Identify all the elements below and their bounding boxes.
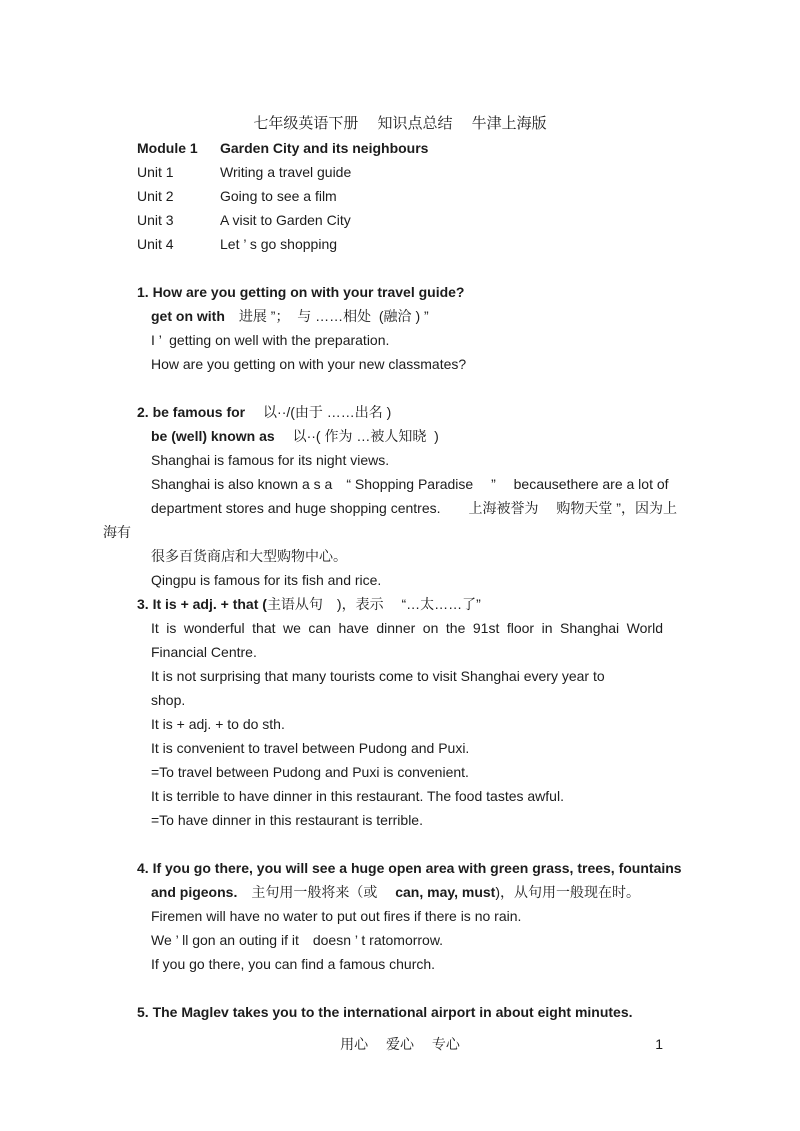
text-segment: Going to see a film <box>220 188 337 204</box>
text-segment: Module 1 <box>137 140 198 156</box>
text-segment: 七年级英语下册 知识点总结 牛津上海版 <box>253 115 547 132</box>
text-line <box>137 424 663 448</box>
text-segment: =To have dinner in this restaurant is terrible. <box>151 812 423 828</box>
text-segment: shop. <box>151 692 186 708</box>
text-segment: get on with <box>151 308 225 324</box>
text-segment: 海有 <box>103 524 131 540</box>
text-segment: It is not surprising that many tourists come to visit Shanghai every year to <box>151 668 605 684</box>
text-segment: If you go there, you can find a famous church. <box>151 956 436 972</box>
text-segment: It is wonderful that we can have dinner on the 91st floor in Shanghai World <box>151 620 663 636</box>
text-segment: )，从句用一般现在时。 <box>495 884 641 900</box>
section-heading <box>137 400 663 424</box>
section-heading <box>137 856 682 880</box>
page-footer <box>137 1032 663 1056</box>
toc-row <box>137 232 663 256</box>
toc-row <box>137 160 663 184</box>
text-line <box>137 544 663 568</box>
text-segment: How are you getting on with your new classmates? <box>151 356 467 372</box>
text-segment: and pigeons. <box>151 884 238 900</box>
text-segment: 主语从句 )，表示 “…太……了” <box>266 596 481 612</box>
text-segment: 以··/(由于 ……出名 ) <box>245 404 392 420</box>
text-segment: 主句用一般将来（或 <box>237 884 396 900</box>
text-segment: Unit 4 <box>137 236 174 252</box>
footer-motto: 用心 爱心 专心 <box>340 1036 460 1052</box>
text-line <box>137 568 663 592</box>
toc-row <box>137 136 663 160</box>
text-line <box>137 784 663 808</box>
text-segment: 4. If you go there, you will see a huge open area with green grass, trees, fountains <box>137 860 682 876</box>
text-line <box>137 736 663 760</box>
text-line <box>137 640 663 664</box>
page-title <box>137 112 663 136</box>
text-line <box>137 880 663 904</box>
text-segment: Shanghai is also known a s a “ Shopping Paradise ” becausethere are a lot of <box>151 476 669 492</box>
text-segment: 3. It is + adj. + that ( <box>137 596 267 612</box>
blank-line <box>137 832 663 856</box>
section-heading <box>137 280 663 304</box>
blank-line <box>137 976 663 1000</box>
text-segment: 很多百货商店和大型购物中心。 <box>151 548 347 564</box>
text-segment: A visit to Garden City <box>220 212 351 228</box>
text-line <box>137 904 663 928</box>
text-segment: 以··( 作为 …被人知晓 ) <box>274 428 439 444</box>
text-segment: can, may, must <box>395 884 496 900</box>
text-segment: It is terrible to have dinner in this restaurant. The food tastes awful. <box>151 788 564 804</box>
text-line <box>137 496 677 520</box>
text-line <box>137 760 663 784</box>
text-line <box>137 688 663 712</box>
toc-row <box>137 184 663 208</box>
text-line <box>137 808 663 832</box>
toc-row <box>137 208 663 232</box>
text-segment: I ’ getting on well with the preparation. <box>151 332 390 348</box>
text-segment: It is + adj. + to do sth. <box>151 716 285 732</box>
text-segment: It is convenient to travel between Pudong and Puxi. <box>151 740 470 756</box>
text-line <box>137 328 663 352</box>
blank-line <box>137 256 663 280</box>
text-line <box>137 616 663 640</box>
text-segment: department stores and huge shopping centres. 上海被誉为 购物天堂 ”，因为上 <box>151 500 677 516</box>
text-segment: 1. How are you getting on with your travel guide? <box>137 284 465 300</box>
text-line <box>137 952 663 976</box>
text-segment: be (well) known as <box>151 428 275 444</box>
document-body <box>103 112 682 1024</box>
section-heading <box>137 592 663 616</box>
text-segment: Unit 2 <box>137 188 174 204</box>
text-segment: 进展 ”； 与 ……相处 (融洽 ) ” <box>224 308 429 324</box>
text-segment: We ’ ll gon an outing if it doesn ’ t ratomorrow. <box>151 932 444 948</box>
text-line <box>137 304 663 328</box>
text-line <box>137 712 663 736</box>
text-segment: Shanghai is famous for its night views. <box>151 452 390 468</box>
text-segment: 5. The Maglev takes you to the international airport in about eight minutes. <box>137 1004 633 1020</box>
section-heading <box>137 1000 663 1024</box>
text-line <box>137 352 663 376</box>
text-line <box>103 520 663 544</box>
blank-line <box>137 376 663 400</box>
text-segment: Garden City and its neighbours <box>220 140 429 156</box>
text-line <box>137 472 669 496</box>
page-number: 1 <box>655 1036 663 1052</box>
text-segment: Unit 1 <box>137 164 174 180</box>
text-segment: Let ’ s go shopping <box>220 236 338 252</box>
text-segment: Financial Centre. <box>151 644 257 660</box>
text-segment: Writing a travel guide <box>220 164 352 180</box>
text-line <box>137 448 663 472</box>
text-segment: Qingpu is famous for its fish and rice. <box>151 572 382 588</box>
text-line <box>137 664 663 688</box>
text-segment: Firemen will have no water to put out fires if there is no rain. <box>151 908 522 924</box>
text-segment: =To travel between Pudong and Puxi is convenient. <box>151 764 469 780</box>
text-segment: Unit 3 <box>137 212 174 228</box>
text-line <box>137 928 663 952</box>
text-segment: 2. be famous for <box>137 404 246 420</box>
